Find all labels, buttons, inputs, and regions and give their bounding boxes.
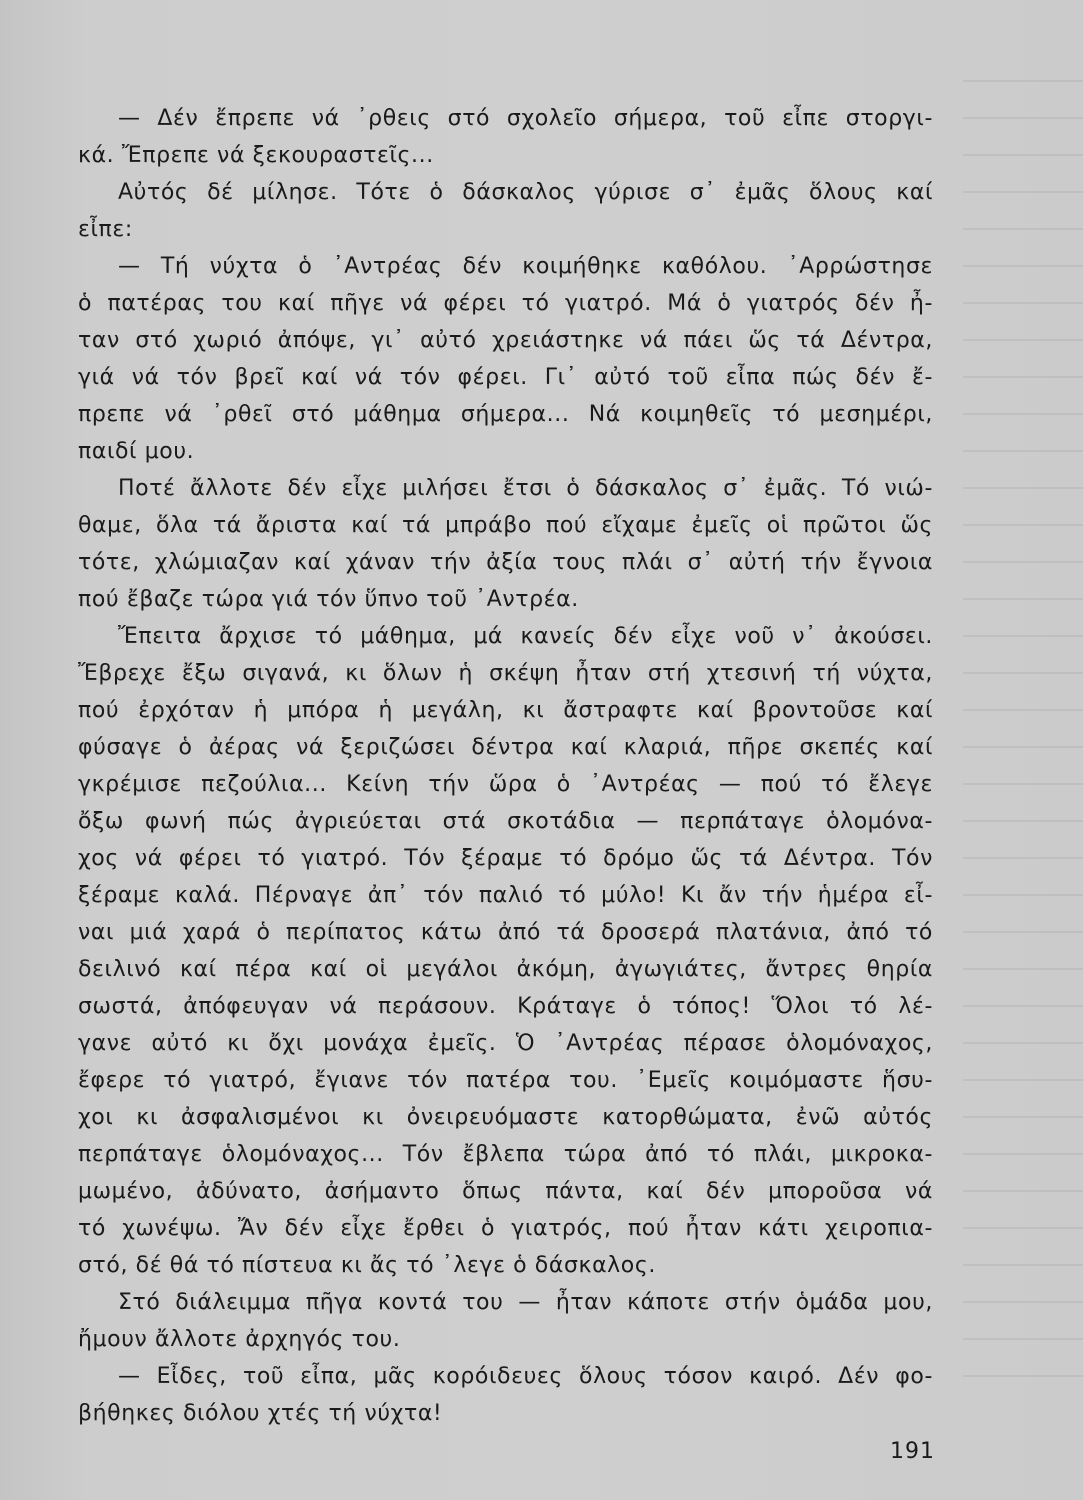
text-line: ταν στό χωριό ἀπόψε, γι᾿ αὐτό χρειάστηκε νά πάει ὥς τά Δέντρα,	[78, 328, 933, 353]
text-line: γκρέμισε πεζούλια... Κείνη τήν ὥρα ὁ ᾿Αντρέας — πού τό ἔλεγε	[78, 772, 933, 797]
show-through-text	[963, 80, 1083, 1400]
text-line: φύσαγε ὁ ἀέρας νά ξεριζώσει δέντρα καί κλαριά, πῆρε σκεπές καί	[78, 735, 933, 760]
text-line: βήθηκες διόλου χτές τή νύχτα!	[78, 1401, 443, 1426]
text-line: τό χωνέψω. Ἄν δέν εἶχε ἔρθει ὁ γιατρός, πού ἦταν κάτι χειροπια-	[78, 1216, 933, 1241]
text-line: γιά νά τόν βρεῖ καί νά τόν φέρει. Γι᾿ αὐτό τοῦ εἶπα πώς δέν ἔ-	[78, 365, 933, 390]
text-line: ἤμουν ἄλλοτε ἀρχηγός του.	[78, 1327, 401, 1352]
text-line: ἔφερε τό γιατρό, ἔγιανε τόν πατέρα του. ᾿Εμεῖς κοιμόμαστε ἥσυ-	[78, 1068, 933, 1093]
text-line: ναι μιά χαρά ὁ περίπατος κάτω ἀπό τά δροσερά πλατάνια, ἀπό τό	[78, 920, 933, 945]
text-line: Στό διάλειμμα πῆγα κοντά του — ἦταν κάποτε στήν ὁμάδα μου,	[118, 1290, 933, 1315]
text-line: κά. Ἔπρεπε νά ξεκουραστεῖς...	[78, 143, 434, 168]
text-line: στό, δέ θά τό πίστευα κι ἄς τό ᾿λεγε ὁ δάσκαλος.	[78, 1253, 656, 1278]
text-line: Ἔπειτα ἄρχισε τό μάθημα, μά κανείς δέν εἶχε νοῦ ν᾿ ἀκούσει.	[118, 624, 933, 649]
text-line: πού ἐρχόταν ἡ μπόρα ἡ μεγάλη, κι ἄστραφτε καί βροντοῦσε καί	[78, 698, 933, 723]
text-line: παιδί μου.	[78, 439, 195, 464]
text-line: — Εἶδες, τοῦ εἶπα, μᾶς κορόιδευες ὅλους τόσον καιρό. Δέν φο-	[118, 1364, 933, 1389]
text-line: ξέραμε καλά. Πέρναγε ἀπ᾿ τόν παλιό τό μύλο! Κι ἄν τήν ἡμέρα εἶ-	[78, 883, 933, 908]
text-line: ὁ πατέρας του καί πῆγε νά φέρει τό γιατρό. Μά ὁ γιατρός δέν ἦ-	[78, 291, 933, 316]
text-line: τότε, χλώμιαζαν καί χάναν τήν ἀξία τους πλάι σ᾿ αὐτή τήν ἔγνοια	[78, 550, 933, 575]
text-line: Ἔβρεχε ἔξω σιγανά, κι ὅλων ἡ σκέψη ἦταν στή χτεσινή τή νύχτα,	[78, 661, 933, 686]
text-line: ὄξω φωνή πώς ἀγριεύεται στά σκοτάδια — περπάταγε ὁλομόνα-	[78, 809, 933, 834]
text-line: εἶπε:	[78, 217, 133, 242]
text-line: — Τή νύχτα ὁ ᾿Αντρέας δέν κοιμήθηκε καθόλου. ᾿Αρρώστησε	[118, 254, 933, 279]
text-line: γανε αὐτό κι ὄχι μονάχα ἐμεῖς. Ὁ ᾿Αντρέας πέρασε ὁλομόναχος,	[78, 1031, 933, 1056]
text-line: περπάταγε ὁλομόναχος... Τόν ἔβλεπα τώρα ἀπό τό πλάι, μικροκα-	[78, 1142, 933, 1167]
text-line: χοι κι ἀσφαλισμένοι κι ὀνειρευόμαστε κατορθώματα, ἐνῶ αὐτός	[78, 1105, 933, 1130]
text-line: θαμε, ὅλα τά ἄριστα καί τά μπράβο πού εἴχαμε ἐμεῖς οἱ πρῶτοι ὥς	[78, 513, 933, 538]
text-line: Αὐτός δέ μίλησε. Τότε ὁ δάσκαλος γύρισε σ᾿ ἐμᾶς ὅλους καί	[118, 180, 933, 205]
text-line: χος νά φέρει τό γιατρό. Τόν ξέραμε τό δρόμο ὥς τά Δέντρα. Τόν	[78, 846, 933, 871]
text-line: δειλινό καί πέρα καί οἱ μεγάλοι ἀκόμη, ἀγωγιάτες, ἄντρες θηρία	[78, 957, 933, 982]
text-line: μωμένο, ἀδύνατο, ἀσήμαντο ὅπως πάντα, καί δέν μποροῦσα νά	[78, 1179, 933, 1204]
text-line: Ποτέ ἄλλοτε δέν εἶχε μιλήσει ἔτσι ὁ δάσκαλος σ᾿ ἐμᾶς. Τό νιώ-	[118, 476, 933, 501]
page-number: 191	[890, 1439, 935, 1464]
text-line: πρεπε νά ᾿ρθεῖ στό μάθημα σήμερα... Νά κοιμηθεῖς τό μεσημέρι,	[78, 402, 933, 427]
body-text	[78, 100, 933, 1432]
text-line: σωστά, ἀπόφευγαν νά περάσουν. Κράταγε ὁ τόπος! Ὅλοι τό λέ-	[78, 994, 933, 1019]
text-line: πού ἔβαζε τώρα γιά τόν ὕπνο τοῦ ᾿Αντρέα.	[78, 587, 579, 612]
text-line: — Δέν ἔπρεπε νά ᾿ρθεις στό σχολεῖο σήμερα, τοῦ εἶπε στοργι-	[118, 106, 933, 131]
